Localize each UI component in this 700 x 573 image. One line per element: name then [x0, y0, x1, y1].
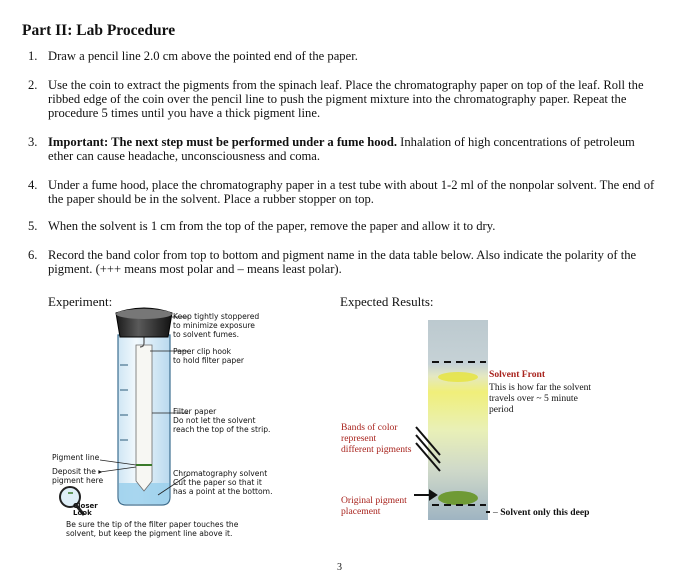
step-number: 3.	[28, 135, 38, 149]
step-2	[22, 78, 662, 120]
page-title: Part II: Lab Procedure	[22, 22, 176, 39]
step-warning: Important: The next step must be performed under a fume hood.	[48, 135, 398, 149]
solvent-only-label: – Solvent only this deep	[493, 507, 590, 518]
step-number: 2.	[28, 78, 38, 92]
step-4	[22, 178, 662, 206]
pigment-line-label: Pigment line	[52, 453, 100, 462]
step-number: 6.	[28, 248, 38, 262]
step-number: 5.	[28, 219, 38, 233]
step-3	[22, 135, 662, 163]
deposit-label: Deposit the ▸ pigment here	[52, 467, 104, 485]
step-number: 4.	[28, 178, 38, 192]
step-6	[22, 248, 662, 276]
closer-look-label: Closer Look	[73, 502, 98, 517]
expected-results-header: Expected Results:	[340, 294, 434, 309]
step-text: Record the band color from top to bottom and pigment name in the data table below. Also indicate the polarity of the pigment. (+++ means most polar and – means least polar).	[48, 248, 637, 276]
step-text: Inhalation of high concentrations of petroleum ether can cause headache, unconsciousness and coma.	[48, 135, 635, 163]
note-clip: Paper clip hook to hold filter paper	[173, 347, 245, 365]
origin-label: Original pigment placement	[341, 495, 407, 517]
step-number: 1.	[28, 49, 38, 63]
step-text: Draw a pencil line 2.0 cm above the pointed end of the paper.	[48, 49, 358, 63]
step-5	[22, 219, 662, 233]
step-text: Under a fume hood, place the chromatography paper in a test tube with about 1-2 ml of the nonpolar solvent. The end of the paper should be in the solvent. Place a rubber stopper on top.	[48, 178, 655, 206]
step-text: When the solvent is 1 cm from the top of the paper, remove the paper and allow it to dry.	[48, 219, 496, 233]
solvent-front-label: Solvent Front	[489, 369, 546, 380]
step-1	[22, 49, 662, 63]
note-stopper: Keep tightly stoppered to minimize exposure to solvent fumes.	[173, 312, 260, 339]
note-filter-paper: Filter paper Do not let the solvent reach the top of the strip.	[173, 407, 271, 434]
page-number: 3	[337, 562, 342, 573]
note-solvent: Chromatography solvent Cut the paper so that it has a point at the bottom.	[173, 469, 273, 496]
experiment-footer-note: Be sure the tip of the filter paper touches the solvent, but keep the pigment line above it.	[66, 520, 239, 538]
bands-label: Bands of color represent different pigments	[341, 422, 412, 455]
step-text: Use the coin to extract the pigments from the spinach leaf. Place the chromatography paper on top of the leaf. Roll the ribbed edge of the coin over the pencil line to push the pigment mixture into the chromatography paper. Repeat the procedure 5 times until you have a thick pigment line.	[48, 78, 644, 120]
solvent-front-desc: This is how far the solvent travels over ~ 5 minute period	[489, 382, 592, 415]
experiment-header: Experiment:	[48, 294, 113, 309]
